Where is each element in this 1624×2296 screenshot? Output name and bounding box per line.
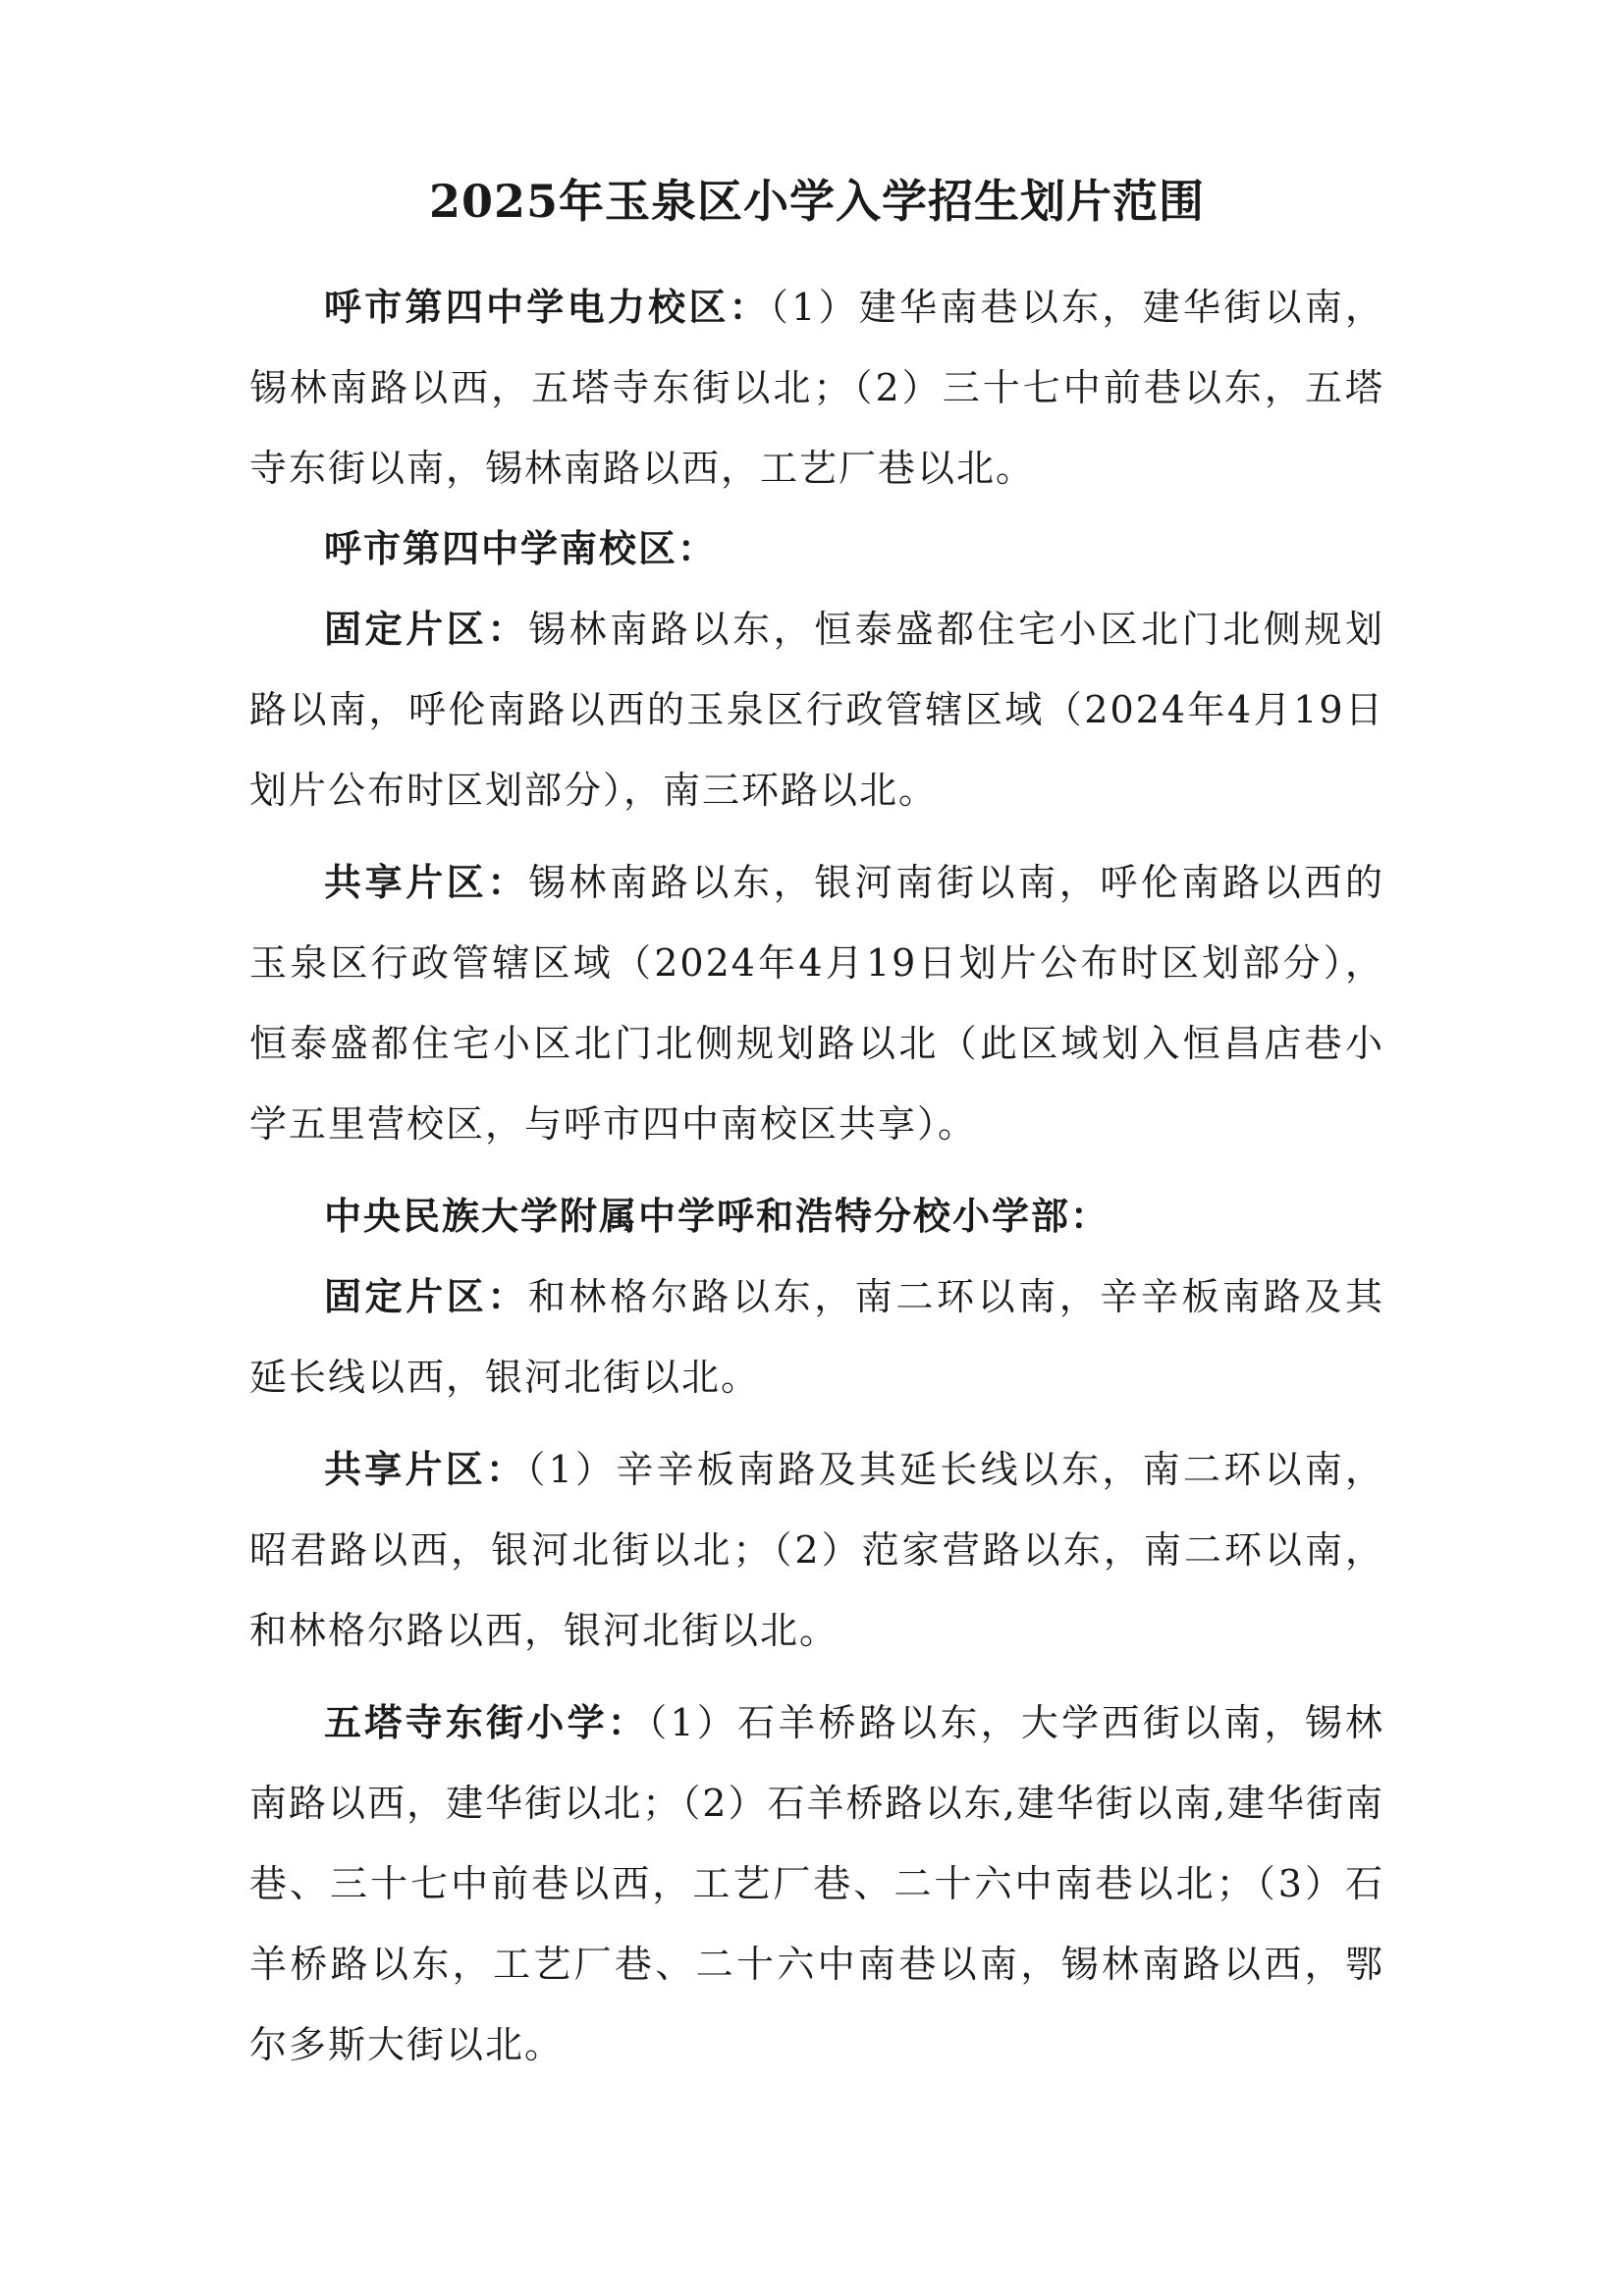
paragraph-lead: 呼市第四中学电力校区： bbox=[324, 285, 770, 329]
paragraph-lead: 固定片区： bbox=[324, 1274, 528, 1318]
paragraph-text: 锡林南路以东，银河南街以南，呼伦南路以西的玉泉区行政管辖区域（2024年4月19日划片公布时区划部分），恒泰盛都住宅小区北门北侧规划路以北（此区域划入恒昌店巷小学五里营校区，与呼市四中南校区共享）。 bbox=[249, 861, 1384, 1146]
document-page bbox=[249, 167, 1384, 2085]
paragraph-lead: 五塔寺东街小学： bbox=[324, 1700, 649, 1744]
paragraph-lead: 共享片区： bbox=[324, 1447, 527, 1491]
paragraph-text: （1）建华南巷以东，建华街以南，锡林南路以西，五塔寺东街以北；（2）三十七中前巷以东，五塔寺东街以南，锡林南路以西，工艺厂巷以北。 bbox=[249, 286, 1384, 490]
paragraph-text: 和林格尔路以东，南二环以南，辛辛板南路及其延长线以西，银河北街以北。 bbox=[249, 1275, 1384, 1399]
paragraph-wutasi-school bbox=[249, 1682, 1384, 2085]
paragraph-lead: 中央民族大学附属中学呼和浩特分校小学部： bbox=[324, 1194, 1110, 1238]
document-title: 2025年玉泉区小学入学招生划片范围 bbox=[428, 175, 1206, 228]
paragraph-minzu-fixed bbox=[249, 1256, 1384, 1417]
paragraph-south-campus-heading bbox=[249, 508, 1384, 589]
paragraph-text: （1）辛辛板南路及其延长线以东，南二环以南，昭君路以西，银河北街以北；（2）范家营路以东，南二环以南，和林格尔路以西，银河北街以北。 bbox=[249, 1448, 1384, 1652]
paragraph-south-campus-fixed bbox=[249, 589, 1384, 830]
paragraph-dianli-campus bbox=[249, 267, 1384, 508]
paragraph-lead: 呼市第四中学南校区： bbox=[324, 526, 718, 570]
paragraph-lead: 共享片区： bbox=[324, 860, 528, 904]
paragraph-text: 锡林南路以东，恒泰盛都住宅小区北门北侧规划路以南，呼伦南路以西的玉泉区行政管辖区域（2024年4月19日划片公布时区划部分），南三环路以北。 bbox=[249, 608, 1384, 812]
paragraph-south-campus-shared bbox=[249, 842, 1384, 1164]
paragraph-text: （1）石羊桥路以东，大学西街以南，锡林南路以西，建华街以北；（2）石羊桥路以东,建华街以南,建华街南巷、三十七中前巷以西，工艺厂巷、二十六中南巷以北；（3）石羊桥路以东，工艺厂巷、二十六中南巷以南，锡林南路以西，鄂尔多斯大街以北。 bbox=[249, 1701, 1384, 2066]
paragraph-minzu-heading bbox=[249, 1176, 1384, 1256]
paragraph-lead: 固定片区： bbox=[324, 607, 528, 651]
paragraph-minzu-shared bbox=[249, 1429, 1384, 1671]
